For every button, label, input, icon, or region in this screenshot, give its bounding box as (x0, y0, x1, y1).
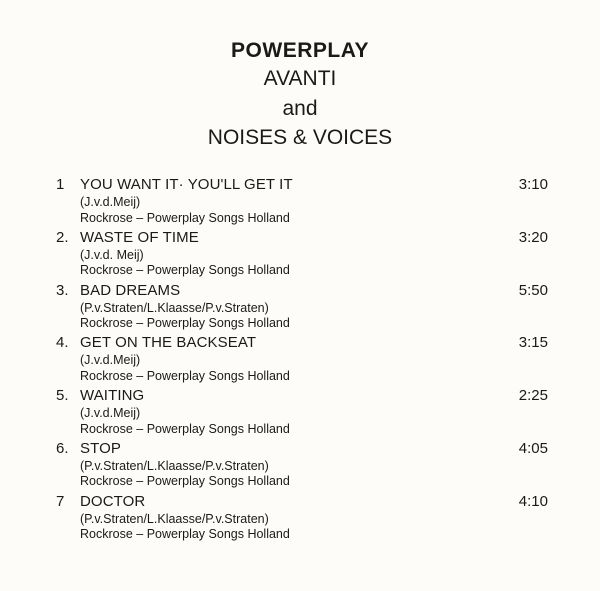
track-publisher: Rockrose – Powerplay Songs Holland (80, 368, 290, 383)
album-title-connector: and (282, 97, 318, 120)
track-duration: 4:05 (518, 439, 548, 457)
track-title: WAITING (80, 387, 145, 405)
track-number: 4. (56, 334, 69, 352)
track-title: BAD DREAMS (80, 281, 181, 299)
track-item (0, 225, 600, 278)
track-writer: (J.v.d. Meij) (80, 247, 144, 262)
track-duration: 2:25 (518, 387, 548, 405)
track-number: 2. (56, 228, 69, 246)
track-item (0, 172, 600, 225)
track-item (0, 330, 600, 383)
track-duration: 5:50 (518, 281, 548, 299)
track-writer: (J.v.d.Meij) (80, 406, 141, 421)
track-item (0, 278, 600, 331)
track-writer: (J.v.d.Meij) (80, 195, 141, 209)
album-title-1: AVANTI (263, 67, 337, 90)
track-publisher: Rockrose – Powerplay Songs Holland (80, 263, 290, 278)
track-number: 6. (56, 439, 69, 457)
track-number: 1 (56, 176, 65, 193)
track-writer: (P.v.Straten/L.Klaasse/P.v.Straten) (80, 458, 269, 473)
track-duration: 3:20 (518, 228, 548, 246)
band-name: POWERPLAY (231, 39, 369, 62)
track-title: YOU WANT IT· YOU'LL GET IT (80, 176, 293, 193)
track-publisher: Rockrose – Powerplay Songs Holland (80, 316, 290, 331)
track-publisher: Rockrose – Powerplay Songs Holland (80, 421, 290, 436)
track-number: 7 (56, 492, 65, 510)
track-writer: (P.v.Straten/L.Klaasse/P.v.Straten) (80, 511, 269, 526)
track-item (0, 436, 600, 489)
track-publisher: Rockrose – Powerplay Songs Holland (80, 474, 290, 489)
track-list (0, 172, 600, 542)
track-duration: 3:10 (518, 176, 548, 193)
track-duration: 3:15 (518, 334, 548, 352)
track-item (0, 383, 600, 436)
track-title: STOP (80, 439, 121, 457)
track-duration: 4:10 (518, 492, 548, 510)
track-writer: (J.v.d.Meij) (80, 353, 141, 368)
track-item (0, 489, 600, 542)
track-title: WASTE OF TIME (80, 228, 199, 246)
track-number: 3. (56, 281, 69, 299)
track-publisher: Rockrose – Powerplay Songs Holland (80, 527, 290, 542)
track-number: 5. (56, 387, 69, 405)
album-title-2: NOISES & VOICES (207, 126, 393, 149)
track-title: GET ON THE BACKSEAT (80, 334, 257, 352)
track-publisher: Rockrose – Powerplay Songs Holland (80, 210, 290, 225)
track-writer: (P.v.Straten/L.Klaasse/P.v.Straten) (80, 300, 269, 315)
track-title: DOCTOR (80, 492, 146, 510)
